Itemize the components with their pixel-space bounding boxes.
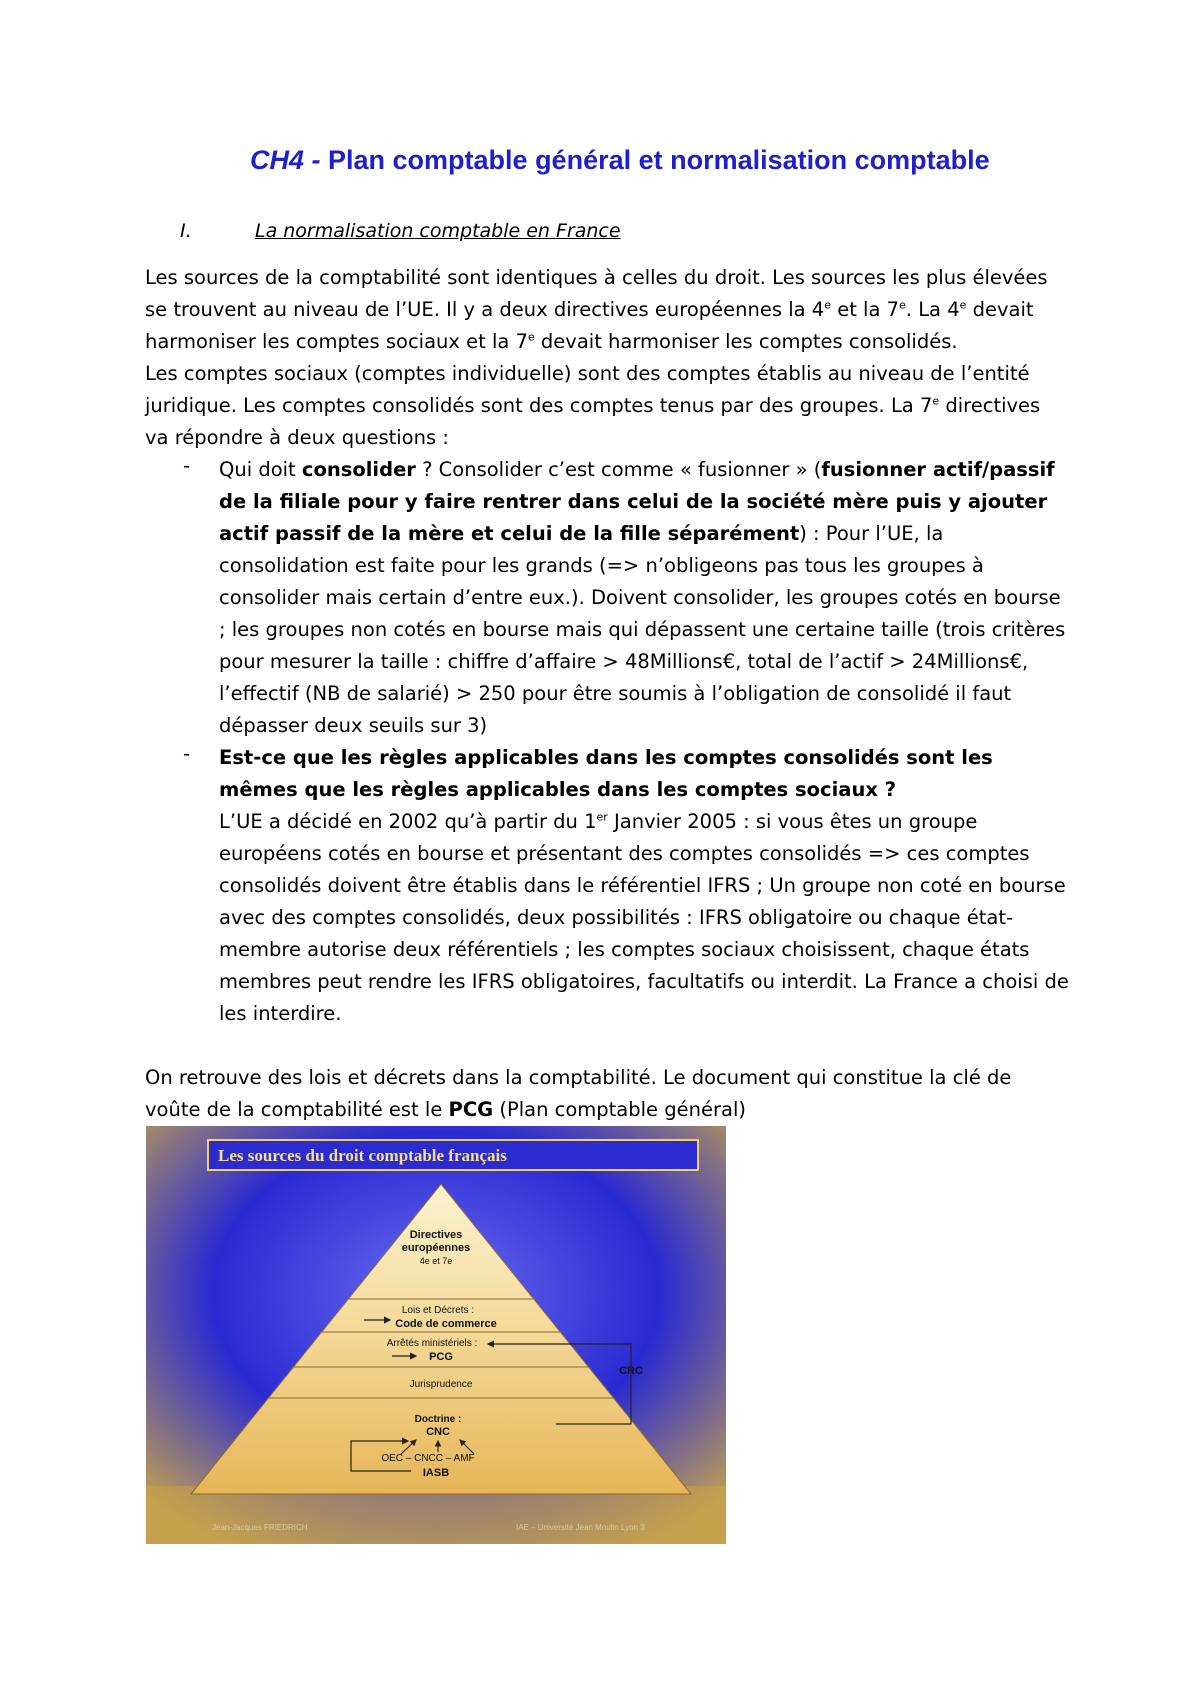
level-1-line-1: Directives: [409, 1229, 463, 1241]
bullet-2-question: Est-ce que les règles applicables dans les comptes consolidés sont les mêmes que les règles applicables dans les comptes sociaux ?: [219, 746, 993, 801]
paragraph-3: [145, 1062, 1065, 1126]
bullet-dash: -: [183, 454, 191, 477]
slide-bottom-band: [146, 1486, 726, 1544]
level-1-line-3: 4e et 7e: [419, 1256, 453, 1266]
level-5-line-3: OEC – CNCC – AMF: [381, 1453, 475, 1464]
paragraph-3-text: On retrouve des lois et décrets dans la comptabilité. Le document qui constitue la clé de voûte de la comptabilité est le PCG (Plan comptable général): [145, 1066, 1012, 1121]
level-5-line-2: CNC: [426, 1426, 450, 1438]
level-4-label: Jurisprudence: [409, 1379, 473, 1390]
title-chapter: CH4 -: [250, 145, 321, 175]
paragraph-1: [145, 262, 1065, 454]
bullet-dash: -: [183, 742, 191, 765]
level-5-line-1: Doctrine :: [414, 1414, 462, 1425]
level-3-line-2: PCG: [429, 1351, 453, 1363]
title-text: Plan comptable général et normalisation comptable: [320, 145, 990, 175]
pyramid-slide-image: [146, 1126, 726, 1544]
section-heading: [180, 220, 621, 242]
section-number: I.: [180, 220, 192, 242]
crc-label: CRC: [619, 1365, 643, 1377]
slide-footer-left: Jean-Jacques FRIEDRICH: [212, 1523, 308, 1532]
section-title: La normalisation comptable en France: [255, 220, 621, 242]
level-3-line-1: Arrêtés ministériels :: [386, 1338, 478, 1349]
level-2-line-1: Lois et Décrets :: [401, 1305, 475, 1316]
level-5-line-4: IASB: [422, 1467, 450, 1479]
slide-footer-right: IAE – Université Jean Moulin Lyon 3: [516, 1523, 645, 1532]
paragraph-2-text: Les comptes sociaux (comptes individuelle) sont des comptes établis au niveau de l’entité juridique. Les comptes consolidés sont des comptes tenus par des groupes. La 7e directives va répondre à deux questions :: [145, 362, 1041, 449]
page-title: [250, 145, 990, 176]
bullet-2: [219, 742, 1069, 1030]
paragraph-1-text: Les sources de la comptabilité sont identiques à celles du droit. Les sources les plus élevées se trouvent au niveau de l’UE. Il y a deux directives européennes la 4e et la 7e. La 4e devait harmoniser les comptes sociaux et la 7e devait harmoniser les comptes consolidés.: [145, 266, 1048, 353]
bullet-2-text: L’UE a décidé en 2002 qu’à partir du 1er Janvier 2005 : si vous êtes un groupe européens cotés en bourse et présentant des comptes consolidés => ces comptes consolidés doivent être établis dans le référentiel IFRS ; Un groupe non coté en bourse avec des comptes consolidés, deux possibilités : IFRS obligatoire ou chaque état-membre autorise deux référentiels ; les comptes sociaux choisissent, chaque états membres peut rendre les IFRS obligatoires, facultatifs ou interdit. La France a choisi de les interdire.: [219, 810, 1069, 1025]
level-2-line-2: Code de commerce: [395, 1318, 497, 1330]
bullet-1: [219, 454, 1069, 742]
slide-title: Les sources du droit comptable français: [218, 1146, 507, 1165]
level-1-line-2: européennes: [401, 1242, 471, 1254]
bullet-1-text: Qui doit consolider ? Consolider c’est comme « fusionner » (fusionner actif/passif de la filiale pour y faire rentrer dans celui de la société mère puis y ajouter actif passif de la mère et celui de la fille séparément) : Pour l’UE, la consolidation est faite pour les grands (=> n’obligeons pas tous les groupes à consolider mais certain d’entre eux.). Doivent consolider, les groupes cotés en bourse ; les groupes non cotés en bourse mais qui dépassent une certaine taille (trois critères pour mesurer la taille : chiffre d’affaire > 48Millions€, total de l’actif > 24Millions€, l’effectif (NB de salarié) > 250 pour être soumis à l’obligation de consolidé il faut dépasser deux seuils sur 3): [219, 458, 1066, 737]
